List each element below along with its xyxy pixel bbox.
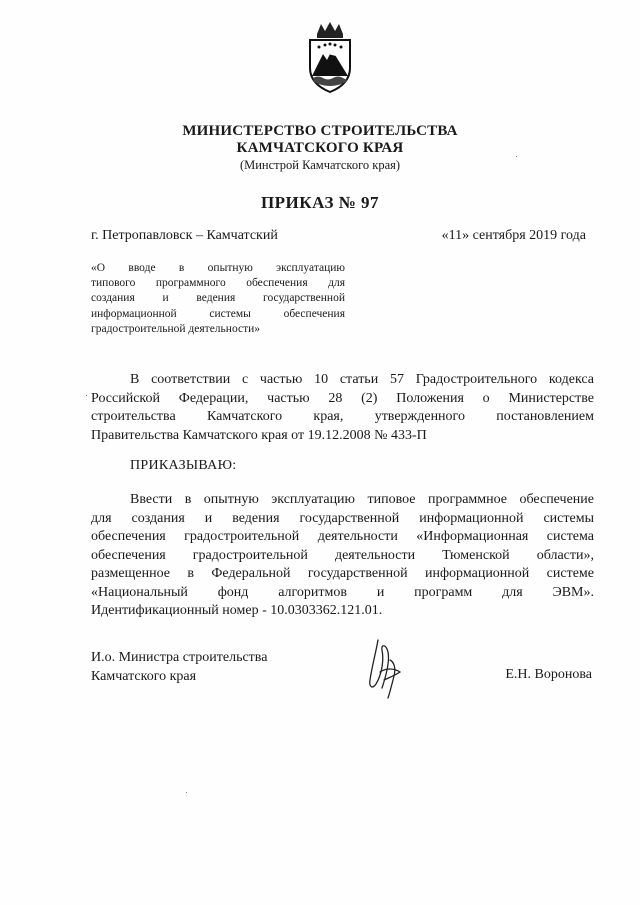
paragraph-line: В соответствии с частью 10 статьи 57 Градостроительного кодекса (130, 372, 594, 387)
kamchatka-coat-of-arms-icon (305, 20, 355, 95)
paragraph-line: Ввести в опытную эксплуатацию типовое программное обеспечение (130, 492, 594, 507)
ministry-name-line1: МИНИСТЕРСТВО СТРОИТЕЛЬСТВА (182, 123, 458, 139)
subject-line: типового программного обеспечения для (91, 277, 345, 290)
ministry-name-line2: КАМЧАТСКОГО КРАЯ (236, 140, 404, 156)
paragraph-line: Идентификационный номер - 10.0303362.121.01. (91, 603, 383, 618)
scan-speck (516, 156, 517, 157)
paragraph-line: обеспечения градостроительной деятельности «Информационная система (91, 529, 594, 544)
preamble-paragraph (91, 371, 594, 445)
scan-speck (86, 395, 87, 396)
signer-position-line1: И.о. Министра строительства (91, 650, 268, 665)
order-paragraph (91, 491, 594, 621)
paragraph-line: Российской Федерации, частью 28 (2) Положения о Министерстве (91, 390, 594, 406)
subject-line: «О вводе в опытную эксплуатацию (91, 262, 345, 274)
paragraph-line: размещенное в Федеральной государственной информационной системе (91, 566, 594, 581)
subject-line: градостроительной деятельности» (91, 322, 261, 335)
paragraph-line: «Национальный фонд алгоритмов и программ для ЭВМ». (91, 584, 594, 600)
signer-position-line2: Камчатского края (91, 668, 197, 684)
paragraph-line: строительства Камчатского края, утвержденного постановлением (91, 409, 594, 424)
orders-keyword: ПРИКАЗЫВАЮ: (130, 458, 237, 473)
order-title: ПРИКАЗ № 97 (260, 193, 380, 212)
scan-speck (186, 792, 187, 793)
subject-line: информационной системы обеспечения (91, 307, 345, 320)
signer-name: Е.Н. Воронова (505, 667, 592, 682)
order-date: «11» сентября 2019 года (441, 228, 586, 243)
ministry-short-name: (Минстрой Камчатского края) (239, 158, 401, 172)
paragraph-line: обеспечения градостроительной деятельности Тюменской области», (91, 547, 594, 563)
signer-position (91, 649, 267, 686)
paragraph-line: для создания и ведения государственной информационной системы (91, 510, 594, 526)
handwritten-signature-icon (360, 632, 410, 702)
subject-line: создания и ведения государственной (91, 292, 345, 305)
order-city: г. Петропавловск – Камчатский (91, 228, 278, 243)
order-subject (91, 261, 345, 337)
paragraph-line: Правительства Камчатского края от 19.12.2008 № 433-П (91, 427, 427, 443)
